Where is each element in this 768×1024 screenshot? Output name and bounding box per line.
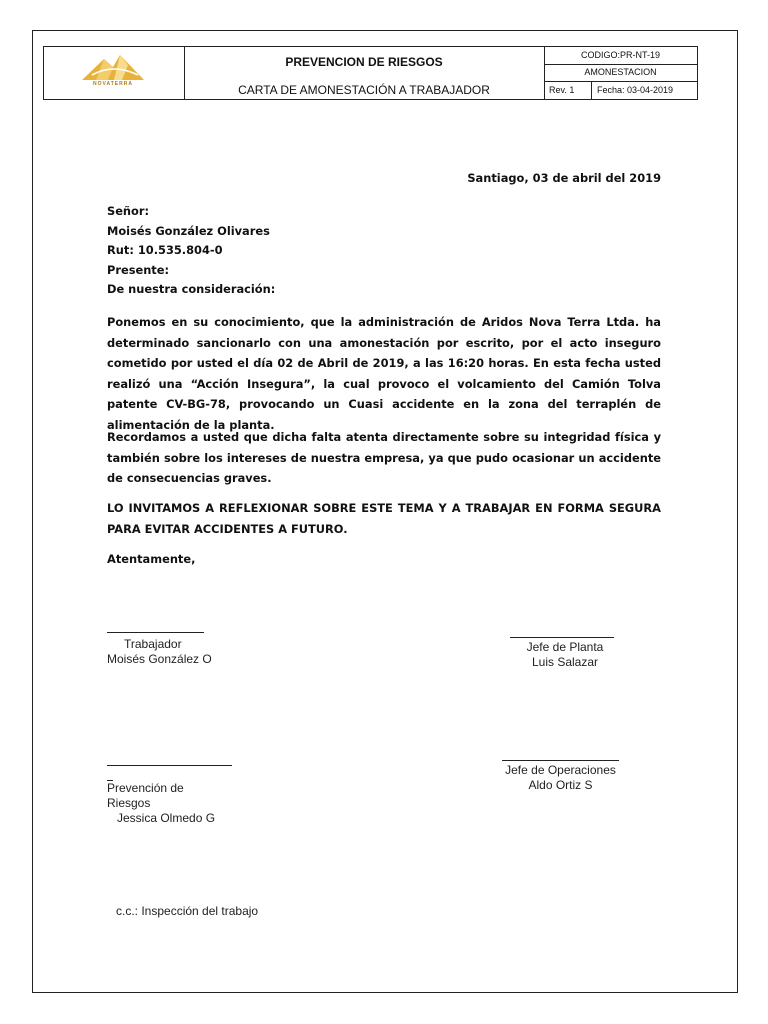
operations-chief-signature-line	[502, 760, 619, 761]
plant-chief-signature-line	[510, 637, 614, 638]
header-title: PREVENCION DE RIESGOS	[285, 55, 443, 69]
risk-prevention-role-1: Prevención de	[107, 781, 184, 795]
recipient-name: Moisés González Olivares	[107, 223, 270, 238]
address-block	[107, 202, 507, 300]
worker-signature	[107, 637, 212, 667]
document-header	[43, 46, 698, 100]
company-logo-cell	[44, 47, 185, 99]
carbon-copy: c.c.: Inspección del trabajo	[116, 904, 259, 918]
address-presente: Presente:	[107, 262, 170, 277]
risk-prevention-name: Jessica Olmedo G	[117, 811, 216, 825]
plant-chief-role: Jefe de Planta	[526, 640, 604, 654]
risk-prevention-signature	[107, 781, 215, 826]
body-paragraph-2: Recordamos a usted que dicha falta atenta directamente sobre su integridad física y también sobre los intereses de nuestra empresa, ya que pudo ocasionar un accidente de consecuencias graves.	[107, 430, 661, 485]
body-paragraph-3: LO INVITAMOS A REFLEXIONAR SOBRE ESTE TEMA Y A TRABAJAR EN FORMA SEGURA PARA EVITAR ACCIDENTES A FUTURO.	[107, 501, 661, 536]
address-consideration: De nuestra consideración:	[107, 282, 276, 297]
worker-name: Moisés González O	[107, 652, 212, 666]
operations-chief-name: Aldo Ortiz S	[528, 778, 593, 792]
body-paragraph-1: Ponemos en su conocimiento, que la administración de Aridos Nova Terra Ltda. ha determinado sancionarlo con una amonestación por escrito, por el acto inseguro cometido por usted el día 02 de Abril de 2019, a las 16:20 horas. En esta fecha usted realizó una “Acción Insegura”, la cual provoco el volcamiento del Camión Tolva patente CV-BG-78, provocando un Cuasi accidente en la zona del terraplén de alimentación de la planta.	[107, 315, 661, 432]
plant-chief-signature	[510, 640, 620, 670]
worker-role: Trabajador	[124, 637, 182, 651]
document-code: CODIGO:PR-NT-19	[544, 47, 697, 65]
header-subtitle: CARTA DE AMONESTACIÓN A TRABAJADOR	[238, 83, 490, 97]
document-date: Fecha: 03-04-2019	[597, 85, 674, 95]
risk-prevention-role-2: Riesgos	[107, 796, 151, 810]
address-salutation: Señor:	[107, 204, 150, 218]
plant-chief-name: Luis Salazar	[531, 655, 599, 669]
header-meta-cell	[544, 47, 697, 99]
operations-chief-role: Jefe de Operaciones	[505, 763, 616, 777]
closing: Atentamente,	[107, 552, 196, 566]
worker-signature-line	[107, 632, 204, 633]
logo-wordmark: NOVATERRA	[93, 81, 133, 87]
risk-prevention-signature-line	[107, 765, 232, 766]
place-date: Santiago, 03 de abril del 2019	[467, 171, 661, 185]
mountain-logo-icon	[82, 53, 144, 81]
operations-chief-signature	[500, 763, 621, 793]
header-title-cell	[184, 47, 545, 99]
recipient-rut: Rut: 10.535.804-0	[107, 243, 223, 258]
document-type: AMONESTACION	[544, 64, 697, 82]
document-revision: Rev. 1	[544, 81, 592, 99]
